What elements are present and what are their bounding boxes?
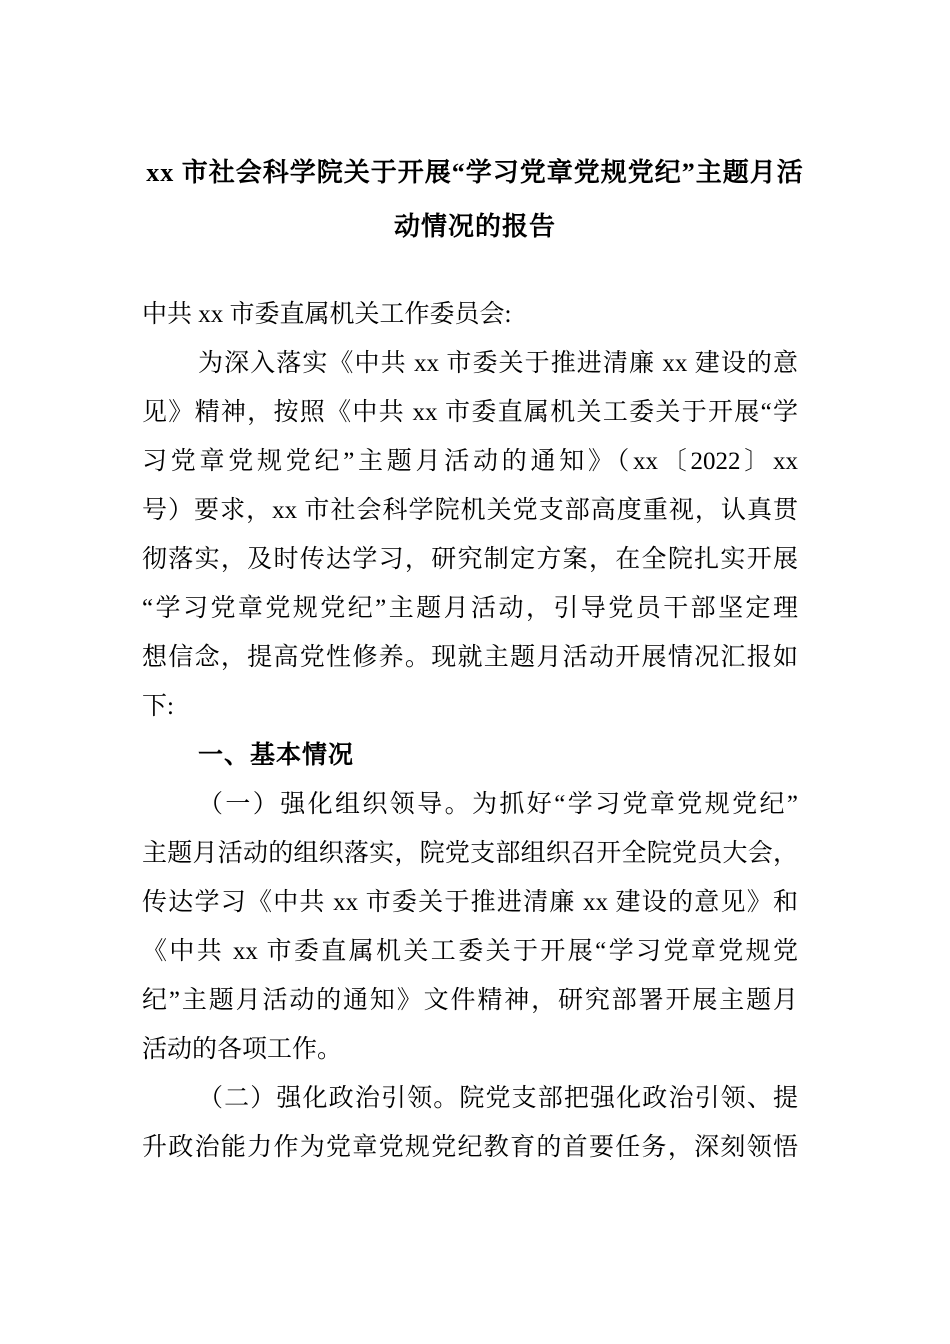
body-line: 彻落实，及时传达学习，研究制定方案，在全院扎实开展 [142,546,798,573]
body-line: 主题月活动的组织落实，院党支部组织召开全院党员大会， [142,840,798,867]
body-line: （二）强化政治引领。院党支部把强化政治引领、提 [198,1085,798,1112]
body-line: 传达学习《中共 xx 市委关于推进清廉 xx 建设的意见》和 [142,889,798,916]
salutation: 中共 xx 市委直属机关工作委员会: [142,301,512,328]
body-line: 习党章党规党纪”主题月活动的通知》（xx〔2022〕xx [142,448,798,475]
title-line-2: 动情况的报告 [393,212,556,241]
body-line: 下: [142,693,174,720]
title-line-1: xx 市社会科学院关于开展“学习党章党规党纪”主题月活 [146,158,804,187]
body-line: “学习党章党规党纪”主题月活动，引导党员干部坚定理 [142,595,798,622]
body-line: 见》精神，按照《中共 xx 市委直属机关工委关于开展“学 [142,399,798,426]
body-line: 为深入落实《中共 xx 市委关于推进清廉 xx 建设的意 [198,350,798,377]
document-title [0,146,950,254]
body-line: 想信念，提高党性修养。现就主题月活动开展情况汇报如 [142,644,798,671]
body-line: 升政治能力作为党章党规党纪教育的首要任务，深刻领悟 [142,1134,798,1161]
body-line: 纪”主题月活动的通知》文件精神，研究部署开展主题月 [142,987,798,1014]
document-body [142,290,798,1172]
body-line: 《中共 xx 市委直属机关工委关于开展“学习党章党规党 [142,938,798,965]
section-1-heading: 一、基本情况 [198,741,355,769]
body-line: 号）要求，xx 市社会科学院机关党支部高度重视，认真贯 [142,497,798,524]
body-line: （一）强化组织领导。为抓好“学习党章党规党纪” [198,791,798,818]
body-line: 活动的各项工作。 [142,1036,343,1063]
